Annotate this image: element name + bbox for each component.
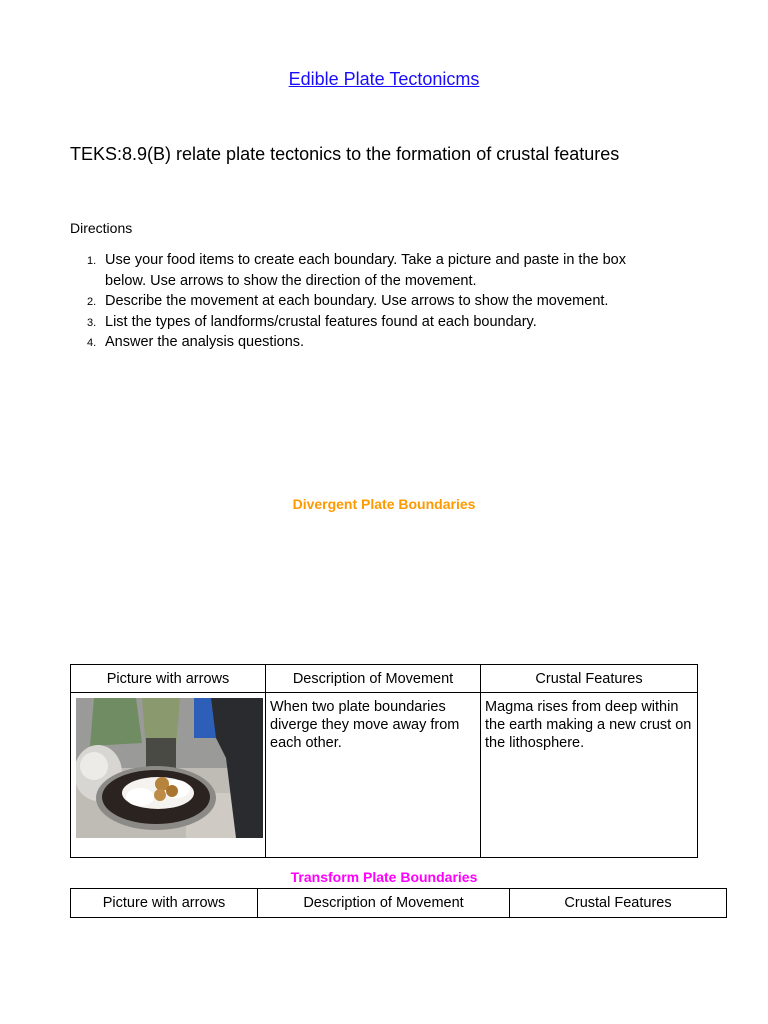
divergent-heading: Divergent Plate Boundaries xyxy=(292,496,476,512)
table-row xyxy=(71,693,698,858)
column-header-description: Description of Movement xyxy=(258,889,510,918)
description-cell: When two plate boundaries diverge they move away from each other. xyxy=(266,693,481,858)
direction-text: Describe the movement at each boundary. Use arrows to show the movement. xyxy=(105,293,609,309)
direction-number: 2. xyxy=(87,296,97,308)
directions-list xyxy=(70,250,670,353)
direction-number: 4. xyxy=(87,337,97,349)
direction-number: 1. xyxy=(87,255,97,267)
teks-standard: TEKS:8.9(B) relate plate tectonics to the formation of crustal features xyxy=(70,144,620,164)
direction-text: Use your food items to create each boundary. Take a picture and paste in the box below. Use arrows to show the direction of the movement. xyxy=(105,252,626,289)
table-header-row xyxy=(71,889,727,918)
column-header-description: Description of Movement xyxy=(266,665,481,693)
column-header-features: Crustal Features xyxy=(510,889,727,918)
direction-number: 3. xyxy=(87,316,97,329)
table-header-row xyxy=(71,665,698,693)
features-cell: Magma rises from deep within the earth making a new crust on the lithosphere. xyxy=(481,693,698,858)
transform-table xyxy=(70,888,727,918)
directions-label: Directions xyxy=(70,220,133,236)
divergent-boundary-photo xyxy=(76,698,263,838)
column-header-picture: Picture with arrows xyxy=(71,889,258,918)
document-title-link[interactable]: Edible Plate Tectonicms xyxy=(288,69,480,89)
divergent-table xyxy=(70,664,698,858)
direction-item xyxy=(70,250,670,291)
picture-cell xyxy=(71,693,266,858)
direction-text: Answer the analysis questions. xyxy=(105,334,305,350)
direction-item xyxy=(70,291,670,312)
direction-item xyxy=(70,312,670,333)
direction-text: List the types of landforms/crustal features found at each boundary. xyxy=(105,313,537,330)
transform-heading: Transform Plate Boundaries xyxy=(290,869,478,885)
column-header-features: Crustal Features xyxy=(481,665,698,693)
direction-item xyxy=(70,332,670,353)
column-header-picture: Picture with arrows xyxy=(71,665,266,693)
